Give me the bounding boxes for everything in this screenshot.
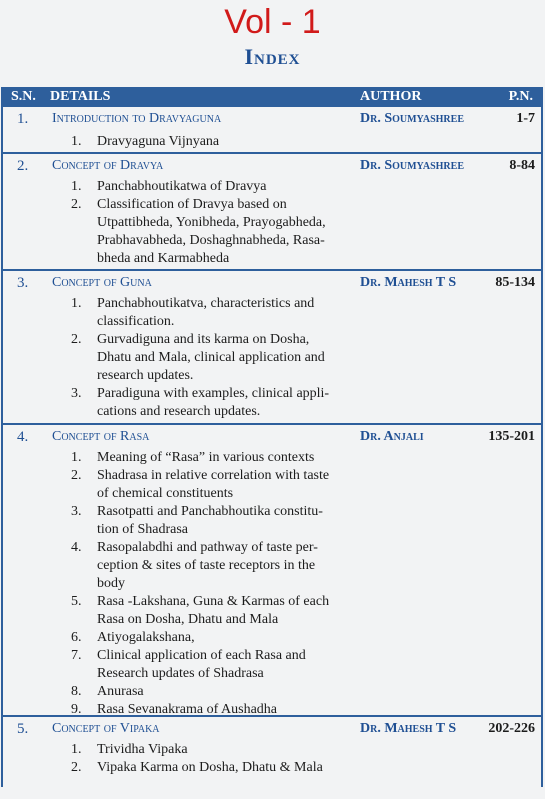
item-line: Shadrasa in relative correlation with taste — [97, 468, 330, 483]
item-number: 2. — [71, 468, 82, 483]
table-row — [3, 154, 541, 271]
item-text — [97, 593, 361, 629]
item-line: Rasa on Dosha, Dhatu and Mala — [97, 612, 279, 627]
row-sn: 2. — [17, 158, 29, 174]
item-line: tion of Shadrasa — [97, 522, 188, 537]
item-text — [97, 539, 361, 593]
item-line: bheda and Karmabheda — [97, 251, 230, 266]
item-line: Dhatu and Mala, clinical application and — [97, 350, 325, 365]
item-line: Research updates of Shadrasa — [97, 666, 264, 681]
row-author: Dr. Soumyashree — [360, 111, 464, 126]
item-line: Panchabhoutikatva, characteristics and — [97, 296, 315, 311]
table-row — [3, 425, 541, 717]
item-line: Dravyaguna Vijnyana — [97, 134, 220, 149]
item-text — [97, 759, 361, 777]
item-text — [97, 503, 361, 539]
row-sn: 1. — [17, 111, 29, 127]
row-title: Concept of Dravya — [52, 158, 164, 173]
item-text — [97, 683, 361, 701]
row-title: Introduction to Dravyaguna — [52, 111, 222, 126]
row-pages: 202-226 — [488, 721, 535, 736]
row-title: Concept of Rasa — [52, 429, 150, 444]
item-number: 2. — [71, 197, 82, 212]
item-line: Clinical application of each Rasa and — [97, 648, 306, 663]
item-line: body — [97, 576, 125, 591]
table-row — [3, 107, 541, 154]
row-sn: 3. — [17, 275, 29, 291]
header-author: AUTHOR — [360, 89, 422, 104]
item-number: 4. — [71, 540, 82, 555]
table-row — [3, 717, 541, 787]
row-sn: 4. — [17, 429, 29, 445]
item-text — [97, 385, 361, 421]
item-number: 3. — [71, 504, 82, 519]
item-number: 1. — [71, 296, 82, 311]
item-line: Anurasa — [97, 684, 144, 699]
item-text — [97, 741, 361, 759]
row-author: Dr. Soumyashree — [360, 158, 464, 173]
volume-title: Vol - 1 — [224, 3, 321, 41]
row-pages: 135-201 — [488, 429, 535, 444]
item-number: 5. — [71, 594, 82, 609]
item-line: cations and research updates. — [97, 404, 261, 419]
item-number: 1. — [71, 134, 82, 149]
item-text — [97, 647, 361, 683]
item-line: Rasopalabdhi and pathway of taste per- — [97, 540, 318, 555]
item-line: of chemical constituents — [97, 486, 234, 501]
item-number: 8. — [71, 684, 82, 699]
index-heading: Index — [244, 44, 301, 69]
table-row — [3, 271, 541, 425]
item-text — [97, 133, 361, 151]
item-text — [97, 295, 361, 331]
item-number: 1. — [71, 450, 82, 465]
item-line: Gurvadiguna and its karma on Dosha, — [97, 332, 310, 347]
item-line: ception & sites of taste receptors in the — [97, 558, 316, 573]
header-details: DETAILS — [50, 89, 111, 104]
item-number: 9. — [71, 702, 82, 717]
item-line: Vipaka Karma on Dosha, Dhatu & Mala — [97, 760, 323, 775]
row-title: Concept of Vipaka — [52, 721, 160, 736]
item-line: Classification of Dravya based on — [97, 197, 287, 212]
row-pages: 85-134 — [495, 275, 535, 290]
row-author: Dr. Mahesh T S — [360, 275, 457, 290]
item-line: Prabhavabheda, Doshaghnabheda, Rasa- — [97, 233, 325, 248]
item-text — [97, 331, 361, 385]
table-header — [3, 87, 541, 107]
row-title: Concept of Guna — [52, 275, 152, 290]
item-number: 3. — [71, 386, 82, 401]
item-text — [97, 449, 361, 467]
row-author: Dr. Mahesh T S — [360, 721, 457, 736]
item-line: research updates. — [97, 368, 194, 383]
item-text — [97, 467, 361, 503]
item-number: 7. — [71, 648, 82, 663]
item-line: Utpattibheda, Yonibheda, Prayogabheda, — [97, 215, 326, 230]
item-line: Trividha Vipaka — [97, 742, 188, 757]
item-number: 2. — [71, 332, 82, 347]
item-line: Rasotpatti and Panchabhoutika constitu- — [97, 504, 323, 519]
item-text — [97, 178, 361, 196]
item-number: 1. — [71, 742, 82, 757]
item-line: Rasa Sevanakrama of Aushadha — [97, 702, 277, 717]
index-table — [1, 87, 543, 787]
row-pages: 8-84 — [509, 158, 535, 173]
item-text — [97, 196, 361, 268]
item-line: Rasa -Lakshana, Guna & Karmas of each — [97, 594, 330, 609]
row-pages: 1-7 — [516, 111, 535, 126]
item-text — [97, 629, 361, 647]
item-line: classification. — [97, 314, 175, 329]
item-number: 6. — [71, 630, 82, 645]
item-line: Meaning of “Rasa” in various contexts — [97, 450, 315, 465]
row-sn: 5. — [17, 721, 29, 737]
item-number: 2. — [71, 760, 82, 775]
item-line: Panchabhoutikatwa of Dravya — [97, 179, 267, 194]
item-line: Paradiguna with examples, clinical appli- — [97, 386, 330, 401]
header-sn: S.N. — [11, 89, 36, 104]
item-number: 1. — [71, 179, 82, 194]
row-author: Dr. Anjali — [360, 429, 424, 444]
item-line: Atiyogalakshana, — [97, 630, 195, 645]
header-pn: P.N. — [508, 89, 533, 104]
